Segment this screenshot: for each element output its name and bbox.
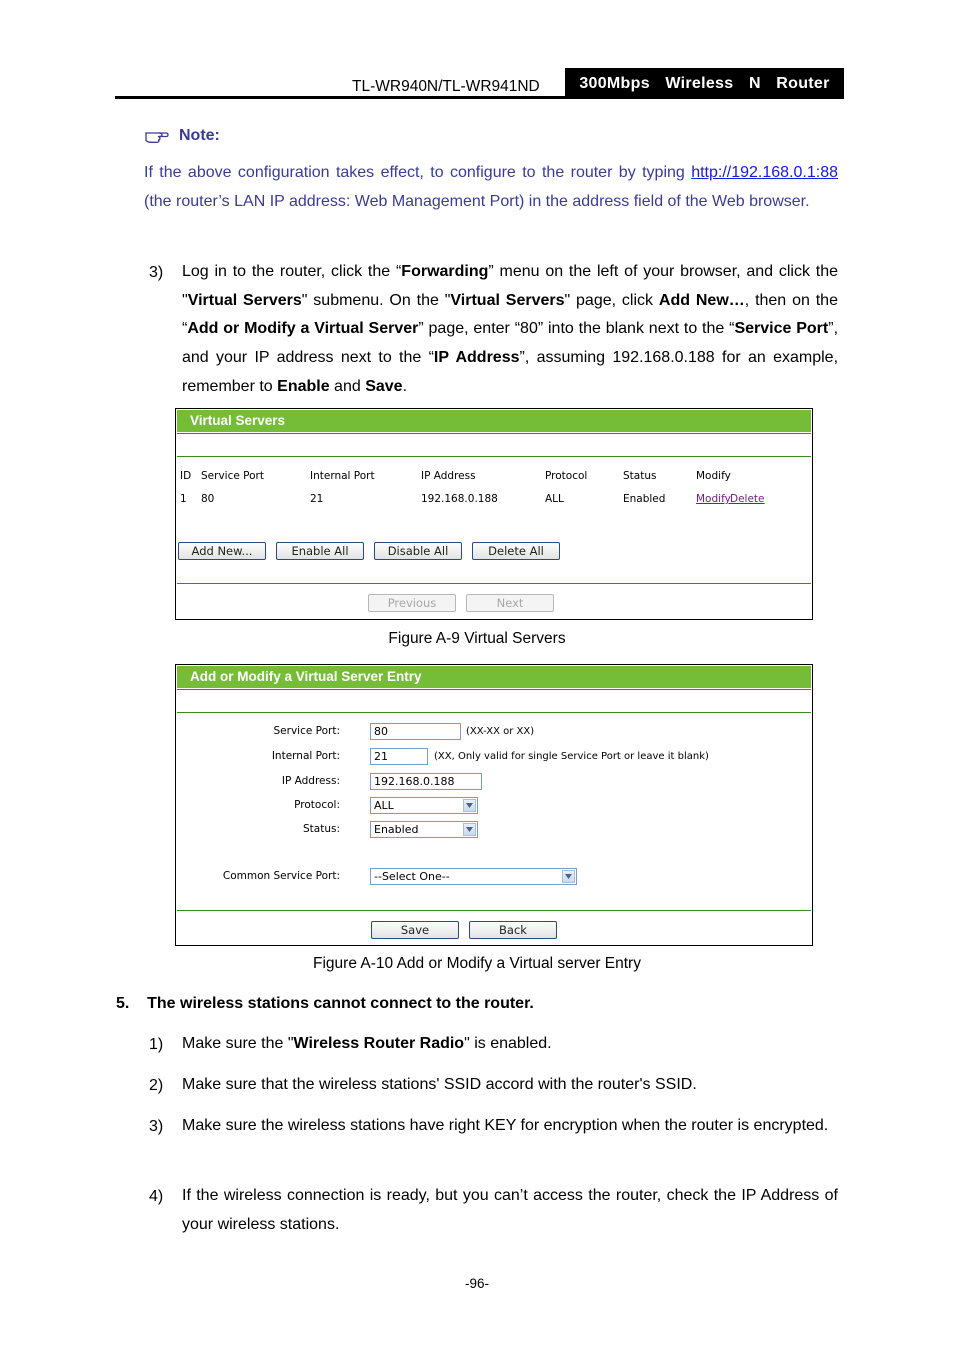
page-number: -96-	[464, 1276, 489, 1291]
item3-text: Make sure the wireless stations have right KEY for encryption when the router is encrypted.	[182, 1117, 829, 1134]
panel-divider	[177, 910, 811, 911]
chevron-down-icon[interactable]	[562, 870, 575, 883]
delete-link[interactable]: Delete	[730, 493, 765, 505]
protocol-label: Protocol:	[294, 799, 340, 811]
internal-port-hint: (XX, Only valid for single Service Port or leave it blank)	[434, 751, 709, 762]
chevron-down-icon[interactable]	[463, 823, 476, 836]
enable-all-button[interactable]: Enable All	[276, 542, 364, 560]
figure-a10-caption: Figure A-10 Add or Modify a Virtual server Entry	[313, 955, 641, 972]
add-new-button[interactable]: Add New...	[178, 542, 266, 560]
row-service-port: 80	[201, 493, 215, 505]
panel-divider	[177, 689, 811, 690]
section5-heading: 5. The wireless stations cannot connect to the router.	[116, 995, 534, 1012]
note-text-before: If the above configuration takes effect, to configure to the router by typing	[144, 164, 692, 181]
ip-address-label: IP Address:	[281, 775, 340, 787]
pointing-hand-icon	[145, 129, 169, 143]
panel-divider	[177, 456, 811, 457]
status-value: Enabled	[374, 823, 419, 836]
note-title: Note:	[179, 127, 220, 144]
panel-divider	[177, 712, 811, 713]
col-internal-port: Internal Port	[310, 470, 375, 482]
product-banner	[565, 68, 844, 99]
col-status: Status	[623, 470, 657, 482]
model-name: TL-WR940N/TL-WR941ND	[352, 78, 540, 95]
item4-text: If the wireless connection is ready, but you can’t access the router, check the IP Address of your wireless stations.	[182, 1187, 838, 1233]
item2-number: 2)	[149, 1077, 164, 1094]
entry-form-title: Add or Modify a Virtual Server Entry	[177, 666, 811, 688]
virtual-servers-title: Virtual Servers	[177, 410, 811, 432]
internal-port-input[interactable]: 21	[370, 748, 428, 765]
virtual-servers-panel	[175, 408, 813, 620]
row-ip-address: 192.168.0.188	[421, 493, 498, 505]
internal-port-label: Internal Port:	[271, 750, 340, 762]
product-name: 300Mbps Wireless N Router	[579, 74, 830, 92]
protocol-value: ALL	[374, 799, 394, 812]
header-rule	[115, 96, 844, 99]
common-service-port-value: --Select One--	[374, 870, 450, 883]
entry-form-panel	[175, 664, 813, 946]
step3-text: Log in to the router, click the “Forwarding” menu on the left of your browser, and click the "Virtual Servers" submenu. On the "Virtual Servers" page, click Add New…, then on the “Add or Modify a Virtual Server” page, enter “80” into the blank next to the “Service Port”, and your IP address next to the “IP Address”, assuming 192.168.0.188 for an example, remember to Enable and Save.	[182, 263, 839, 395]
item2-text: Make sure that the wireless stations' SSID accord with the router's SSID.	[182, 1076, 697, 1093]
note-text-after: (the router’s LAN IP address: Web Management Port) in the address field of the Web browser.	[144, 192, 810, 210]
panel-divider	[177, 583, 811, 584]
modify-link[interactable]: Modify	[696, 493, 731, 505]
delete-all-button[interactable]: Delete All	[472, 542, 560, 560]
previous-button[interactable]: Previous	[368, 594, 456, 612]
note-heading	[145, 127, 220, 145]
common-service-port-select[interactable]	[370, 868, 577, 885]
disable-all-button[interactable]: Disable All	[374, 542, 462, 560]
panel-divider	[177, 433, 811, 434]
col-modify: Modify	[696, 470, 731, 482]
step3-number: 3)	[149, 264, 164, 281]
row-protocol: ALL	[545, 493, 564, 505]
back-button[interactable]: Back	[469, 921, 557, 939]
protocol-select[interactable]	[370, 797, 478, 814]
chevron-down-icon[interactable]	[463, 799, 476, 812]
save-button[interactable]: Save	[371, 921, 459, 939]
status-select[interactable]	[370, 821, 478, 838]
row-internal-port: 21	[310, 493, 324, 505]
item1-number: 1)	[149, 1036, 164, 1053]
next-button[interactable]: Next	[466, 594, 554, 612]
status-label: Status:	[303, 823, 340, 835]
service-port-label: Service Port:	[273, 725, 340, 737]
col-ip-address: IP Address	[421, 470, 476, 482]
router-url-link[interactable]: http://192.168.0.1:88	[691, 164, 838, 181]
service-port-hint: (XX-XX or XX)	[466, 726, 535, 737]
note-body	[144, 159, 838, 216]
common-service-port-label: Common Service Port:	[222, 870, 340, 882]
ip-address-input[interactable]: 192.168.0.188	[370, 773, 482, 790]
col-protocol: Protocol	[545, 470, 588, 482]
row-id: 1	[180, 493, 187, 505]
service-port-input[interactable]: 80	[370, 723, 461, 740]
col-service-port: Service Port	[201, 470, 264, 482]
item4-number: 4)	[149, 1188, 164, 1205]
item3-number: 3)	[149, 1118, 164, 1135]
item1-text: Make sure the "Wireless Router Radio" is enabled.	[182, 1035, 552, 1052]
col-id: ID	[180, 470, 192, 482]
figure-a9-caption: Figure A-9 Virtual Servers	[388, 630, 566, 647]
row-status: Enabled	[623, 493, 666, 505]
